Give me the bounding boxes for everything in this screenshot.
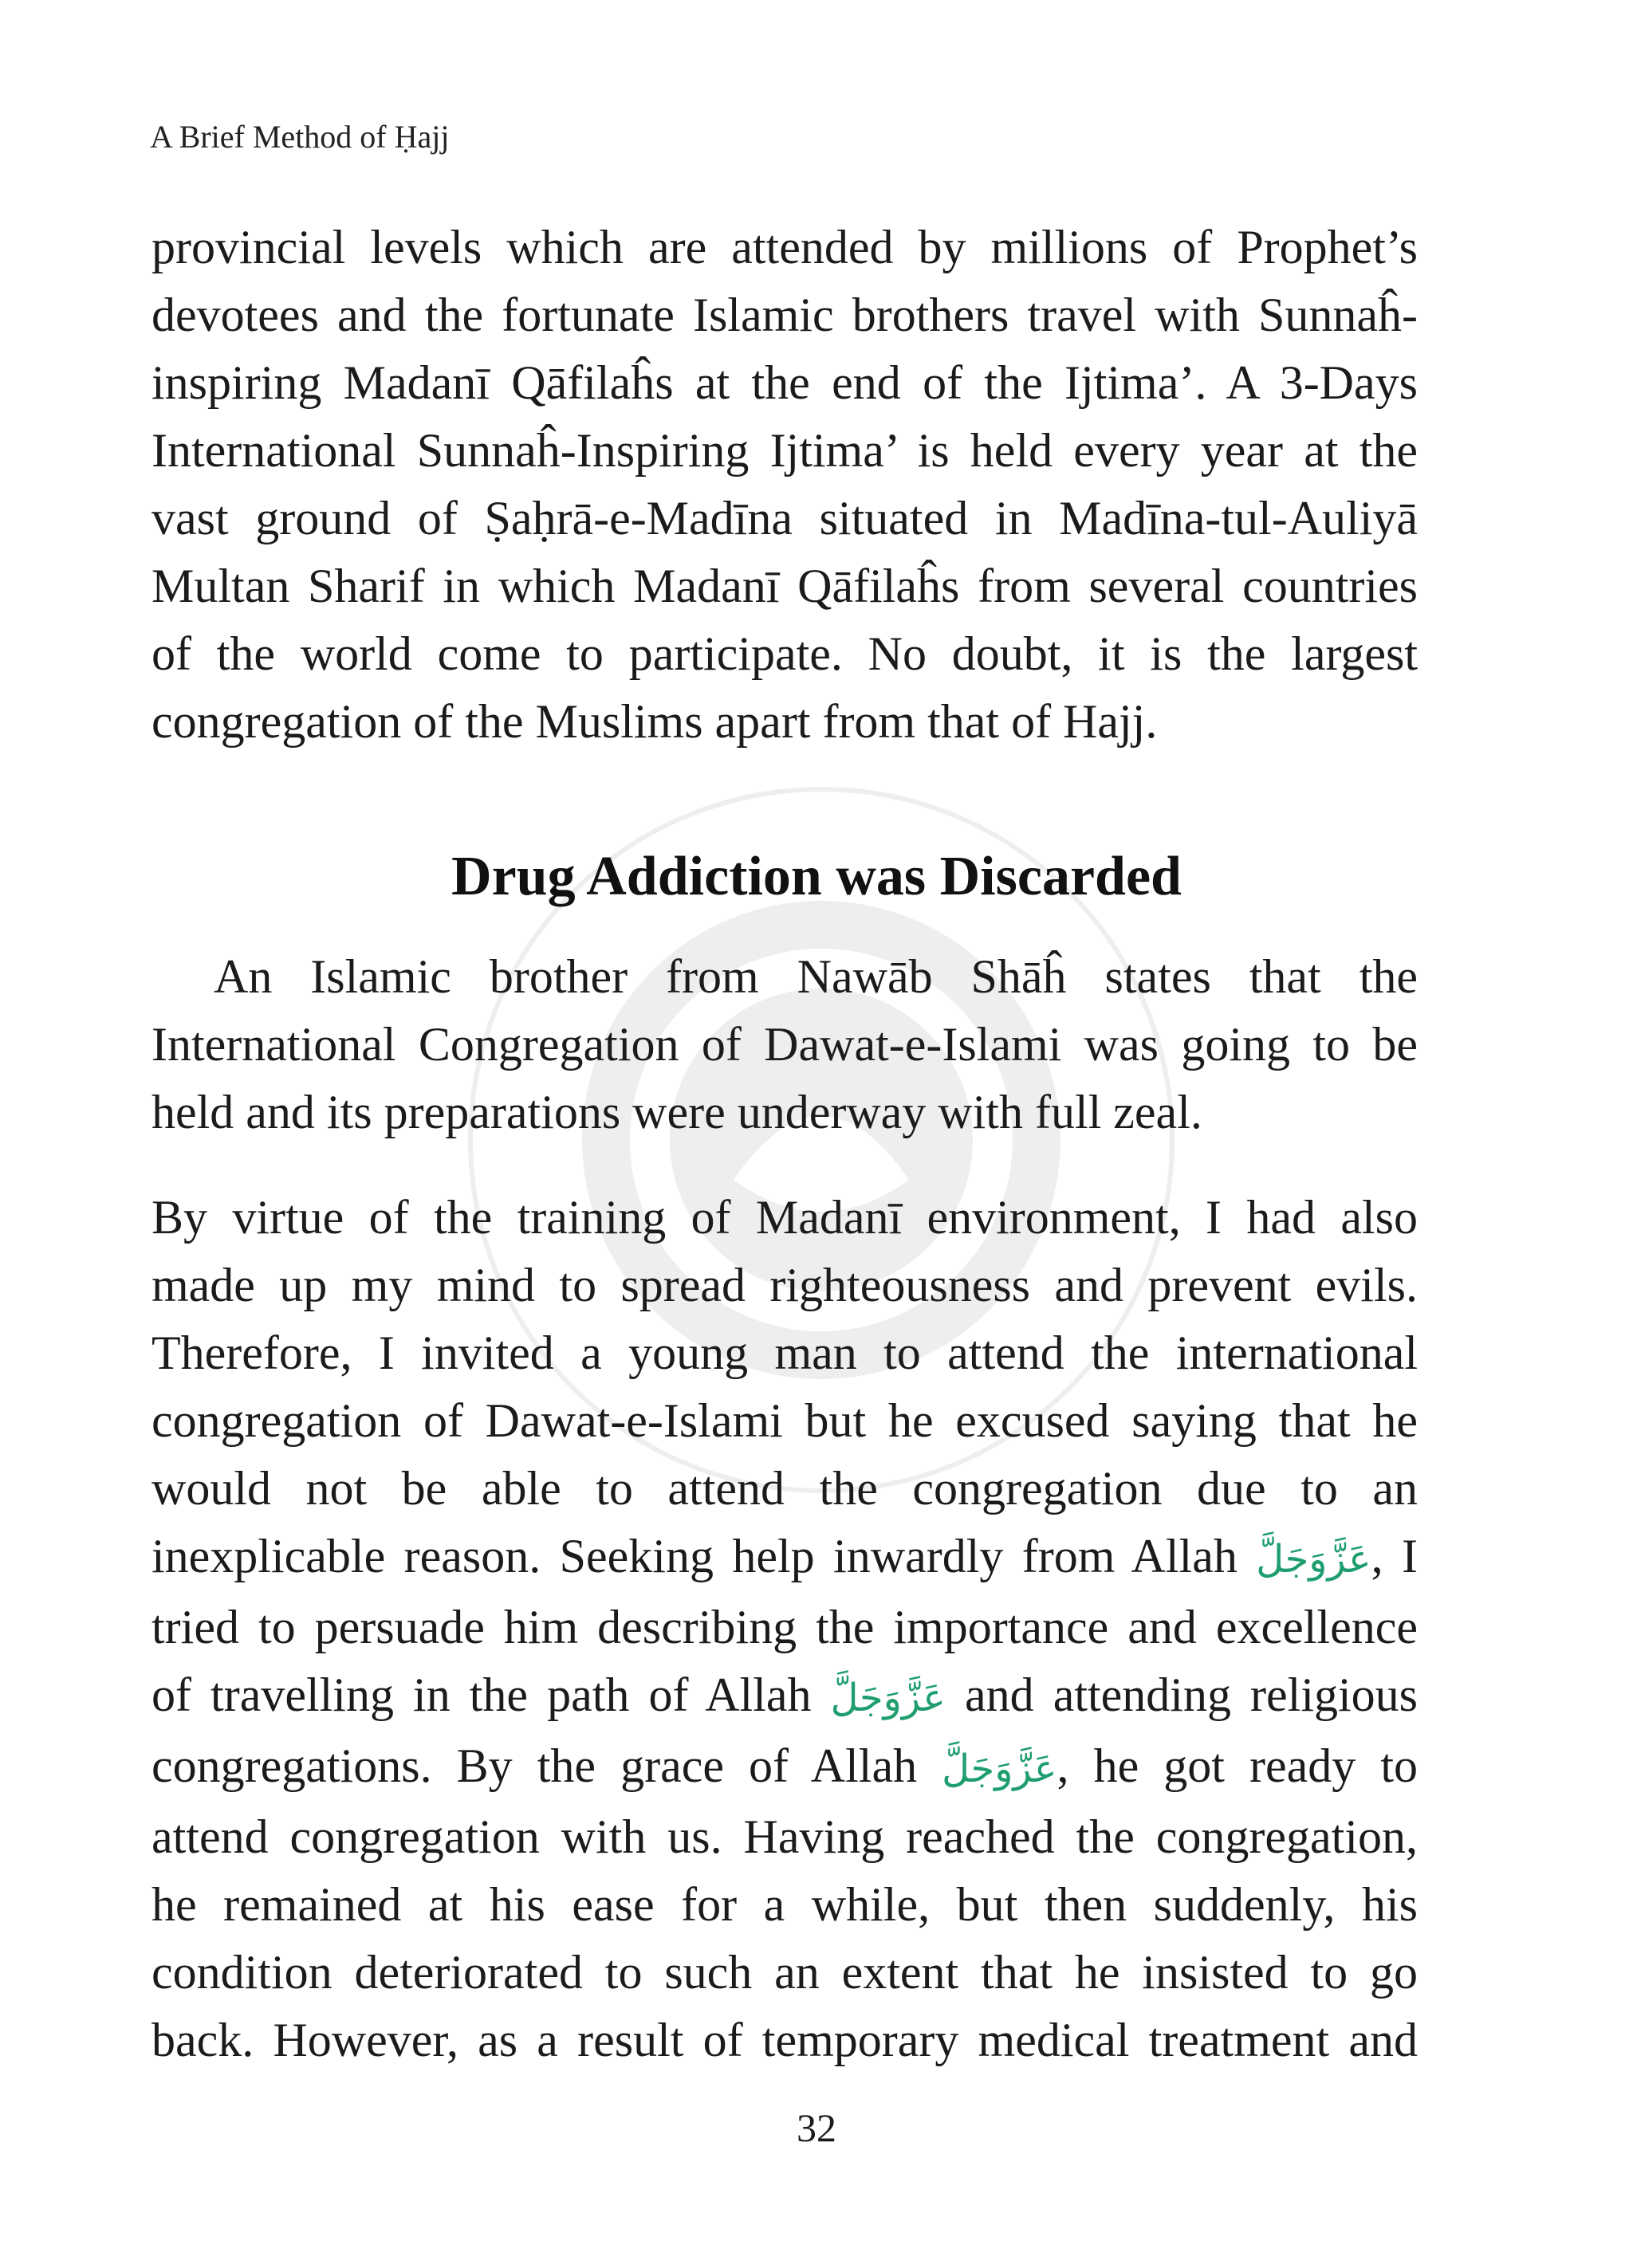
text-line: An Islamic brother from Nawāb Shāĥ states that the [214,950,1418,1003]
arabic-honorific: عَزَّوَجَلَّ [830,1676,946,1720]
text-line: congregation of the Muslims apart from that of Hajj. [151,695,1158,748]
text-line: would not be able to attend the congregation due to an [151,1462,1418,1515]
text-line: Multan Sharif in which Madanī Qāfilaĥs from several countries [151,560,1418,612]
running-header: A Brief Method of Ḥajj [150,119,450,155]
text-line: International Congregation of Dawat-e-Islami was going to be [151,1018,1418,1071]
text-line: vast ground of Ṣaḥrā-e-Madīna situated in Madīna-tul-Auliyā [151,492,1418,544]
text-segment: , he got ready to [1057,1739,1419,1792]
text-line: he remained at his ease for a while, but then suddenly, his [151,1878,1418,1931]
section-heading: Drug Addiction was Discarded [451,846,1182,907]
text-line: International Sunnaĥ-Inspiring Ijtima’ is held every year at the [151,424,1418,477]
paragraph-1 [151,214,1418,756]
text-line [151,1732,1418,1803]
text-segment: congregations. By the grace of Allah [151,1739,918,1792]
text-line: By virtue of the training of Madanī environment, I had also [151,1191,1418,1244]
text-segment: of travelling in the path of Allah [151,1669,812,1721]
paragraph-2 [151,943,1418,1146]
text-segment: inexplicable reason. Seeking help inwardly from Allah [151,1530,1238,1582]
paragraph-3 [151,1184,1418,2074]
text-line: made up my mind to spread righteousness and prevent evils. [151,1259,1418,1311]
text-line: inspiring Madanī Qāfilaĥs at the end of the Ijtima’. A 3-Days [151,356,1418,409]
text-line: devotees and the fortunate Islamic brothers travel with Sunnaĥ- [151,289,1418,341]
text-line: back. However, as a result of temporary medical treatment and [151,2014,1418,2066]
page-number: 32 [797,2105,836,2150]
text-line: attend congregation with us. Having reached the congregation, [151,1810,1418,1863]
text-line [151,1523,1418,1594]
arabic-honorific: عَزَّوَجَلَّ [942,1747,1057,1791]
arabic-honorific: عَزَّوَجَلَّ [1256,1537,1371,1582]
text-line: condition deteriorated to such an extent that he insisted to go [151,1946,1418,1999]
text-line: Therefore, I invited a young man to attend the international [151,1327,1418,1379]
text-line: congregation of Dawat-e-Islami but he excused saying that he [151,1394,1418,1447]
text-line [151,1661,1418,1732]
text-line: of the world come to participate. No doubt, it is the largest [151,627,1418,680]
text-line: held and its preparations were underway with full zeal. [151,1086,1202,1138]
text-segment: and attending religious [965,1669,1419,1721]
text-line: tried to persuade him describing the importance and excellence [151,1601,1418,1653]
text-segment: , I [1371,1530,1418,1582]
text-line: provincial levels which are attended by millions of Prophet’s [151,221,1418,273]
